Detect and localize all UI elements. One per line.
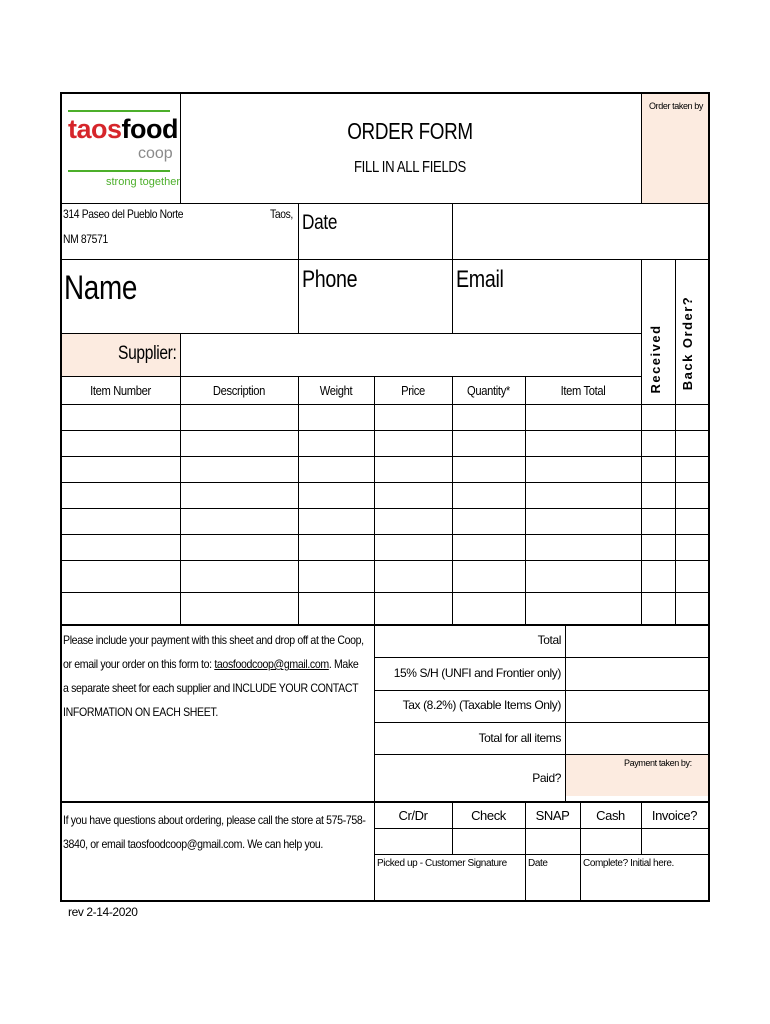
payment-taken-by-input[interactable]: [567, 772, 707, 800]
logo-bottom-rule: [68, 170, 170, 172]
row-quantity-input[interactable]: [454, 484, 524, 507]
row-description-input[interactable]: [182, 458, 297, 481]
row-description-input[interactable]: [182, 510, 297, 533]
col-item-number: Item Number: [90, 383, 151, 398]
pickup-signature-input[interactable]: [376, 872, 524, 899]
name-label: Name: [64, 269, 138, 307]
paid-label: Paid?: [532, 771, 561, 785]
row-item-total-input[interactable]: [527, 562, 640, 591]
row-price-input[interactable]: [376, 458, 451, 481]
order-taken-by-input[interactable]: [643, 115, 707, 201]
row-price-input[interactable]: [376, 406, 451, 429]
logo-taos: taos: [68, 114, 122, 144]
pickup-date-label: Date: [528, 858, 548, 869]
col-description: Description: [212, 383, 266, 398]
back-order-label: Back Order?: [680, 295, 695, 391]
row-item-number-input[interactable]: [63, 432, 179, 455]
row-received-input[interactable]: [643, 510, 674, 533]
instructions-line2-suffix: . Make: [328, 657, 359, 671]
logo-food: food: [121, 114, 179, 144]
col-price: Price: [401, 383, 425, 398]
revision-label: rev 2-14-2020: [68, 905, 138, 919]
pickup-signature-label: Picked up - Customer Signature: [377, 858, 507, 869]
order-taken-by-label: Order taken by: [649, 101, 703, 111]
pickup-complete-input[interactable]: [582, 872, 707, 899]
row-price-input[interactable]: [376, 562, 451, 591]
row-item-number-input[interactable]: [63, 594, 179, 623]
instructions: [63, 628, 364, 724]
email-input[interactable]: [454, 300, 640, 332]
total-all-label: Total for all items: [478, 731, 561, 745]
row-description-input[interactable]: [182, 406, 297, 429]
address-line2: NM 87571: [63, 232, 108, 246]
questions: [63, 808, 366, 856]
pay-cash-label: Cash: [596, 808, 625, 823]
row-quantity-input[interactable]: [454, 458, 524, 481]
questions-line2: 3840, or email taosfoodcoop@gmail.com. We can help you.: [63, 837, 324, 851]
row-weight-input[interactable]: [300, 484, 373, 507]
row-weight-input[interactable]: [300, 536, 373, 559]
row-weight-input[interactable]: [300, 594, 373, 623]
row-description-input[interactable]: [182, 594, 297, 623]
instructions-line2-prefix: or email your order on this form to:: [63, 657, 212, 671]
row-received-input[interactable]: [643, 432, 674, 455]
address-city: Taos,: [270, 207, 293, 221]
row-quantity-input[interactable]: [454, 510, 524, 533]
row-back-order-input[interactable]: [677, 458, 707, 481]
row-received-input[interactable]: [643, 458, 674, 481]
row-back-order-input[interactable]: [677, 510, 707, 533]
supplier-input[interactable]: [182, 335, 639, 375]
total-input[interactable]: [567, 626, 707, 656]
row-received-input[interactable]: [643, 406, 674, 429]
row-description-input[interactable]: [182, 484, 297, 507]
address-line1: 314 Paseo del Pueblo Norte: [63, 207, 184, 221]
logo-wordmark: [68, 114, 178, 144]
payment-taken-by-label: Payment taken by:: [624, 758, 692, 768]
pay-check-input[interactable]: [454, 830, 524, 853]
row-weight-input[interactable]: [300, 562, 373, 591]
row-received-input[interactable]: [643, 484, 674, 507]
row-price-input[interactable]: [376, 484, 451, 507]
pay-snap-input[interactable]: [527, 830, 579, 853]
col-quantity: Quantity*: [467, 383, 510, 398]
email-label: Email: [456, 266, 504, 293]
row-price-input[interactable]: [376, 594, 451, 623]
row-back-order-input[interactable]: [677, 484, 707, 507]
row-item-number-input[interactable]: [63, 510, 179, 533]
sh-label: 15% S/H (UNFI and Frontier only): [393, 666, 561, 680]
tax-label: Tax (8.2%) (Taxable Items Only): [402, 698, 561, 712]
row-description-input[interactable]: [182, 432, 297, 455]
instructions-line3: a separate sheet for each supplier and INCLUDE YOUR CONTACT: [63, 681, 359, 695]
pickup-date-input[interactable]: [527, 872, 579, 899]
row-price-input[interactable]: [376, 536, 451, 559]
row-received-input[interactable]: [643, 594, 674, 623]
instructions-email-link[interactable]: taosfoodcoop@gmail.com: [214, 657, 329, 671]
row-item-total-input[interactable]: [527, 458, 640, 481]
date-input[interactable]: [454, 205, 706, 257]
row-back-order-input[interactable]: [677, 432, 707, 455]
row-item-number-input[interactable]: [63, 406, 179, 429]
sh-input[interactable]: [567, 659, 707, 689]
row-item-total-input[interactable]: [527, 536, 640, 559]
logo-tagline: strong together: [106, 176, 180, 188]
row-weight-input[interactable]: [300, 510, 373, 533]
col-item-total: Item Total: [560, 383, 606, 398]
row-quantity-input[interactable]: [454, 406, 524, 429]
pay-crdr-input[interactable]: [376, 830, 451, 853]
pay-cash-input[interactable]: [582, 830, 640, 853]
row-quantity-input[interactable]: [454, 536, 524, 559]
logo-coop: coop: [138, 145, 173, 162]
row-back-order-input[interactable]: [677, 536, 707, 559]
received-label: Received: [648, 324, 663, 394]
row-item-number-input[interactable]: [63, 484, 179, 507]
row-item-number-input[interactable]: [63, 458, 179, 481]
total-all-input[interactable]: [567, 724, 707, 753]
instructions-line4: INFORMATION ON EACH SHEET.: [63, 705, 218, 719]
row-item-total-input[interactable]: [527, 510, 640, 533]
pay-check-label: Check: [471, 808, 506, 823]
date-label: Date: [302, 211, 338, 234]
logo: [68, 104, 180, 194]
row-item-number-input[interactable]: [63, 562, 179, 591]
row-weight-input[interactable]: [300, 458, 373, 481]
name-input[interactable]: [62, 310, 297, 332]
row-price-input[interactable]: [376, 510, 451, 533]
row-item-total-input[interactable]: [527, 484, 640, 507]
row-back-order-input[interactable]: [677, 406, 707, 429]
row-received-input[interactable]: [643, 536, 674, 559]
row-quantity-input[interactable]: [454, 594, 524, 623]
phone-label: Phone: [302, 266, 358, 293]
logo-top-rule: [68, 110, 170, 112]
row-back-order-input[interactable]: [677, 594, 707, 623]
total-label: Total: [537, 633, 561, 647]
row-price-input[interactable]: [376, 432, 451, 455]
row-weight-input[interactable]: [300, 406, 373, 429]
tax-input[interactable]: [567, 692, 707, 721]
row-description-input[interactable]: [182, 562, 297, 591]
pay-invoice-input[interactable]: [643, 830, 707, 853]
pay-snap-label: SNAP: [535, 808, 570, 823]
row-weight-input[interactable]: [300, 432, 373, 455]
instructions-line2: [63, 652, 359, 676]
row-description-input[interactable]: [182, 536, 297, 559]
phone-input[interactable]: [300, 300, 451, 332]
row-item-total-input[interactable]: [527, 594, 640, 623]
questions-line1: If you have questions about ordering, please call the store at 575-758-: [63, 813, 366, 827]
col-weight: Weight: [319, 383, 353, 398]
row-back-order-input[interactable]: [677, 562, 707, 591]
row-quantity-input[interactable]: [454, 562, 524, 591]
page-title: ORDER FORM: [347, 118, 473, 144]
pickup-complete-label: Complete? Initial here.: [583, 858, 674, 869]
instructions-line1: Please include your payment with this sheet and drop off at the Coop,: [63, 633, 364, 647]
pay-invoice-label: Invoice?: [651, 808, 698, 823]
pay-crdr-label: Cr/Dr: [398, 808, 428, 823]
row-item-number-input[interactable]: [63, 536, 179, 559]
row-item-total-input[interactable]: [527, 432, 640, 455]
supplier-label: Supplier:: [118, 343, 177, 364]
row-item-total-input[interactable]: [527, 406, 640, 429]
row-quantity-input[interactable]: [454, 432, 524, 455]
row-received-input[interactable]: [643, 562, 674, 591]
page-subtitle: FILL IN ALL FIELDS: [353, 159, 466, 176]
